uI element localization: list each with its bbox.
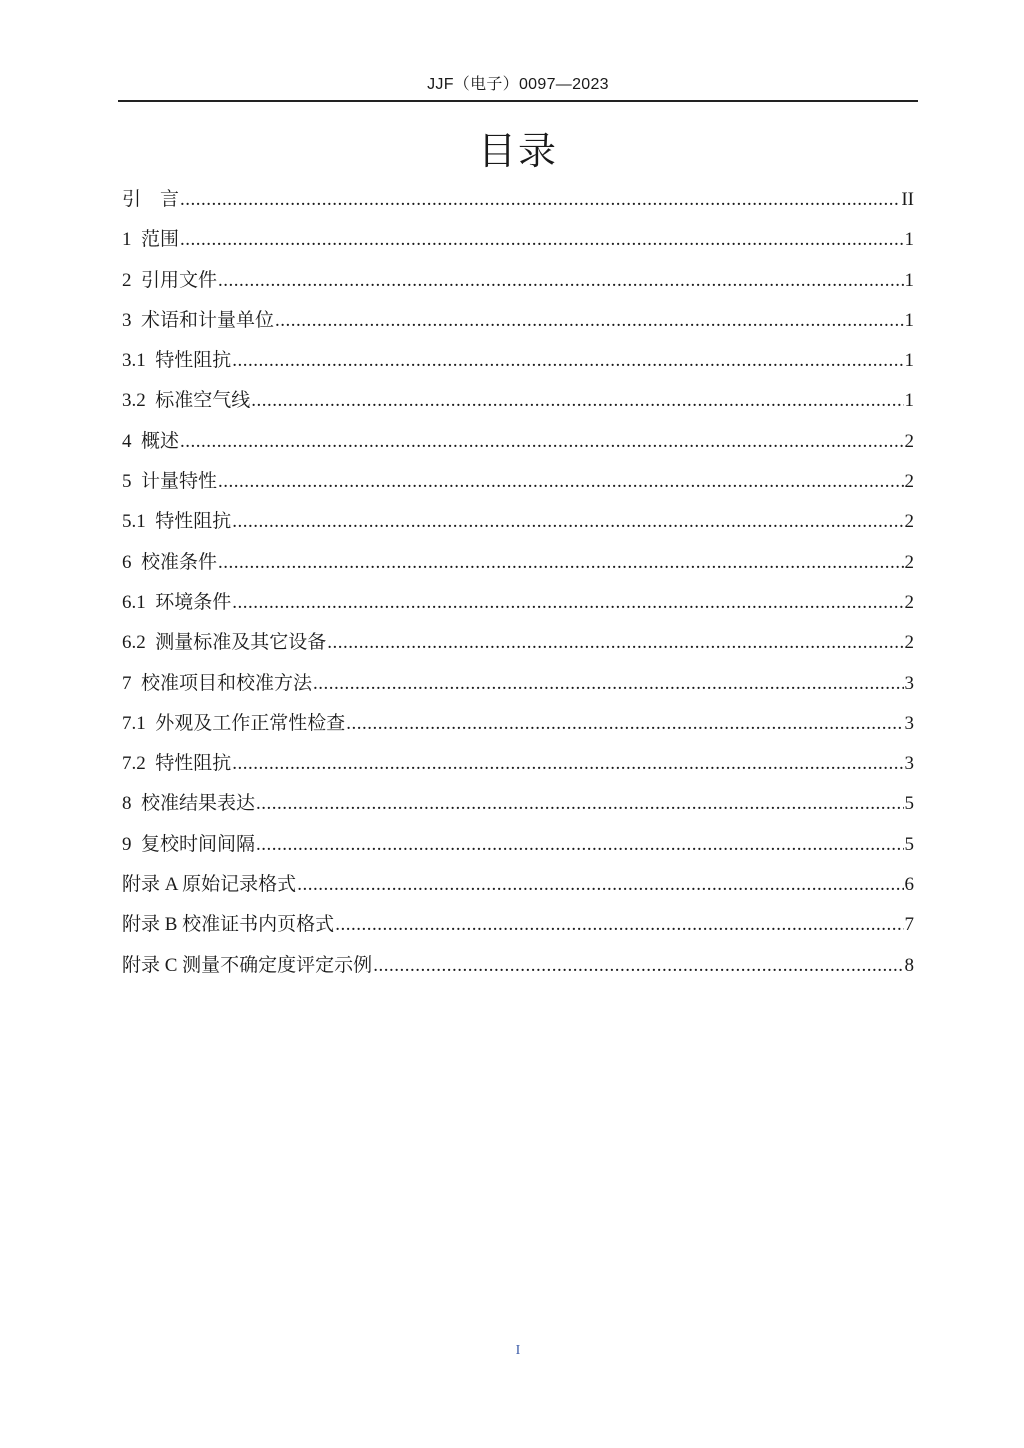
page-number: I	[515, 1343, 521, 1358]
toc-entry-page-number: 1	[904, 269, 914, 291]
toc-entry[interactable]	[122, 462, 914, 502]
toc-dot-leader	[256, 825, 903, 865]
toc-dot-leader	[232, 341, 903, 381]
toc-entry[interactable]	[122, 623, 914, 663]
toc-entry-label: 7 校准项目和校准方法	[122, 672, 313, 694]
toc-entry[interactable]	[122, 301, 914, 341]
toc-dot-leader	[232, 502, 903, 542]
toc-entry-label: 3 术语和计量单位	[122, 309, 275, 331]
toc-dot-leader	[313, 664, 903, 704]
toc-entry-label: 引 言	[122, 189, 180, 210]
toc-entry-label: 6.2 测量标准及其它设备	[122, 632, 327, 654]
toc-entry-page-number: 1	[904, 309, 914, 331]
toc-dot-leader	[346, 704, 903, 744]
toc-entry-page-number: 2	[904, 511, 914, 533]
toc-entry[interactable]	[122, 784, 914, 824]
toc-entry-label: 8 校准结果表达	[122, 793, 256, 815]
toc-entry-label: 9 复校时间间隔	[122, 833, 256, 855]
toc-entry-page-number: 1	[904, 390, 914, 412]
standard-code: JJF（电子）0097—2023	[427, 76, 609, 93]
page-title: 目录	[477, 129, 558, 173]
toc-entry-label: 4 概述	[122, 430, 180, 452]
toc-dot-leader	[218, 462, 903, 502]
toc-entry[interactable]	[122, 825, 914, 865]
toc-entry-page-number: 5	[904, 833, 914, 855]
toc-dot-leader	[232, 583, 903, 623]
toc-entry-label: 1 范围	[122, 229, 180, 251]
toc-entry-page-number: 5	[904, 793, 914, 815]
toc-dot-leader	[335, 905, 903, 945]
toc-dot-leader	[256, 784, 903, 824]
toc-entry-label: 2 引用文件	[122, 269, 218, 291]
toc-dot-leader	[180, 220, 903, 260]
toc-entry-label: 3.1 特性阻抗	[122, 350, 232, 372]
toc-entry-page-number: 3	[904, 753, 914, 775]
toc-entry-page-number: 3	[904, 712, 914, 734]
toc-entry-page-number: 7	[904, 914, 914, 936]
toc-entry-label: 6.1 环境条件	[122, 591, 232, 613]
toc-entry-page-number: 2	[904, 471, 914, 493]
toc-entry[interactable]	[122, 744, 914, 784]
toc-entry-label: 3.2 标准空气线	[122, 390, 251, 412]
toc-entry[interactable]	[122, 422, 914, 462]
toc-entry-page-number: 1	[904, 350, 914, 372]
toc-entry[interactable]	[122, 583, 914, 623]
toc-entry-label: 5 计量特性	[122, 471, 218, 493]
toc-dot-leader	[218, 261, 903, 301]
toc-entry[interactable]	[122, 905, 914, 945]
toc-dot-leader	[275, 301, 903, 341]
toc-entry-page-number: 1	[904, 229, 914, 251]
toc-entry-label: 7.2 特性阻抗	[122, 753, 232, 775]
toc-entry[interactable]	[122, 946, 914, 986]
toc-dot-leader	[297, 865, 903, 905]
toc-entry[interactable]	[122, 543, 914, 583]
table-of-contents	[122, 180, 914, 986]
toc-entry[interactable]	[122, 865, 914, 905]
toc-entry[interactable]	[122, 704, 914, 744]
toc-entry-page-number: 3	[904, 672, 914, 694]
toc-entry-page-number: 2	[904, 430, 914, 452]
toc-entry-label: 7.1 外观及工作正常性检查	[122, 712, 346, 734]
toc-entry-label: 6 校准条件	[122, 551, 218, 573]
toc-dot-leader	[251, 381, 903, 421]
toc-entry-page-number: 2	[904, 591, 914, 613]
toc-dot-leader	[232, 744, 903, 784]
toc-entry[interactable]	[122, 381, 914, 421]
toc-entry-label: 附录 A 原始记录格式	[122, 874, 297, 896]
toc-entry-page-number: 2	[904, 551, 914, 573]
toc-dot-leader	[180, 422, 903, 462]
toc-dot-leader	[373, 946, 903, 986]
toc-entry[interactable]	[122, 261, 914, 301]
toc-entry[interactable]	[122, 180, 914, 220]
toc-entry[interactable]	[122, 341, 914, 381]
toc-entry[interactable]	[122, 502, 914, 542]
toc-dot-leader	[327, 623, 903, 663]
toc-entry-label: 附录 C 测量不确定度评定示例	[122, 954, 373, 976]
toc-entry-label: 5.1 特性阻抗	[122, 511, 232, 533]
page-header	[118, 72, 918, 102]
toc-dot-leader	[218, 543, 903, 583]
toc-entry-label: 附录 B 校准证书内页格式	[122, 914, 335, 936]
toc-entry[interactable]	[122, 220, 914, 260]
toc-entry-page-number: 2	[904, 632, 914, 654]
toc-entry[interactable]	[122, 664, 914, 704]
toc-entry-page-number: II	[901, 189, 914, 210]
toc-entry-page-number: 8	[904, 954, 914, 976]
toc-entry-page-number: 6	[904, 874, 914, 896]
toc-dot-leader	[180, 180, 900, 220]
